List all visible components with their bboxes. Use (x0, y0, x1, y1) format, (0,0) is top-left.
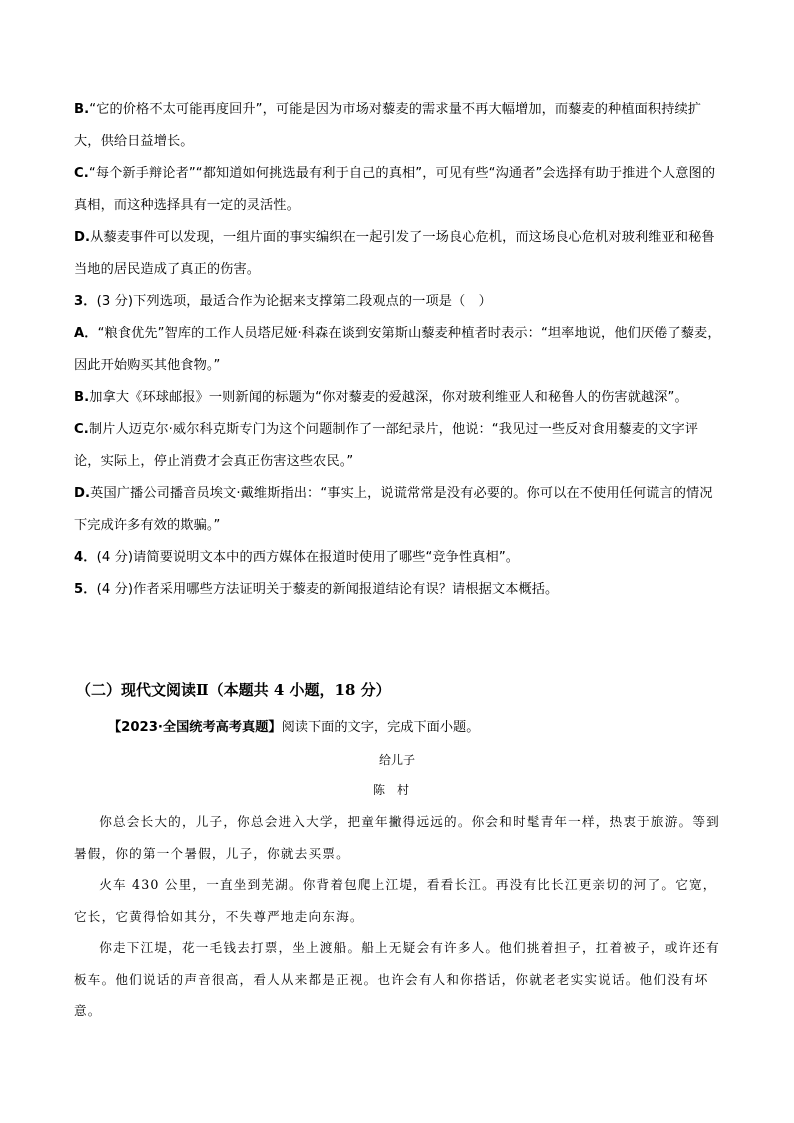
q5 (74, 574, 724, 606)
question-number: 3． (74, 294, 97, 309)
question-score: (4 分) (96, 582, 134, 597)
option-label: B. (74, 390, 90, 405)
q3-stem (74, 286, 724, 318)
section-intro (108, 716, 479, 735)
q3-option-c (74, 414, 724, 477)
question-stem: 下列选项，最适合作为论据来支撑第二段观点的一项是（ ） (133, 294, 492, 309)
poem-title: 给儿子 (378, 753, 415, 767)
option-text: 英国广播公司播音员埃文·戴维斯指出：“事实上，说谎常常是没有必要的。你可以在不使用任何谎言的情况下完成许多有效的欺骗。” (74, 486, 713, 533)
question-stem: 请简要说明文本中的西方媒体在报道时使用了哪些“竞争性真相”。 (133, 550, 520, 565)
q4 (74, 542, 724, 574)
q3-option-b (74, 382, 724, 414)
option-text: 加拿大《环球邮报》一则新闻的标题为“你对藜麦的爱越深，你对玻利维亚人和秘鲁人的伤害就越深”。 (89, 390, 688, 405)
option-label: B. (74, 102, 90, 117)
question-score: (3 分) (96, 294, 134, 309)
q3-option-a (74, 318, 724, 381)
option-text: “它的价格不太可能再度回升”，可能是因为市场对藜麦的需求量不再大幅增加，而藜麦的种植面积持续扩大，供给日益增长。 (74, 102, 702, 149)
question-number: 4． (74, 550, 97, 565)
poem-author: 陈村 (372, 783, 421, 797)
q2-option-d (74, 222, 724, 285)
option-label: C. (74, 166, 89, 181)
option-text: “每个新手辩论者”“都知道如何挑选最有利于自己的真相”，可见有些“沟通者”会选择有助于推进个人意图的真相，而这种选择具有一定的灵活性。 (74, 166, 716, 213)
question-number: 5． (74, 582, 97, 597)
question-stem: 作者采用哪些方法证明关于藜麦的新闻报道结论有误？请根据文本概括。 (133, 582, 559, 597)
q2-option-b (74, 94, 724, 157)
poem-paragraph: 火车 430 公里，一直坐到芜湖。你背着包爬上江堤，看看长江。再没有比长江更亲切的河了。它宽，它长，它黄得恰如其分，不失尊严地走向东海。 (74, 877, 717, 924)
option-text: 从藜麦事件可以发现，一组片面的事实编织在一起引发了一场良心危机，而这场良心危机对玻利维亚和秘鲁当地的居民造成了真正的伤害。 (74, 230, 715, 277)
option-label: D. (74, 486, 91, 501)
option-label: A． (74, 326, 98, 341)
poem-paragraph: 你走下江堤，花一毛钱去打票，坐上渡船。船上无疑会有许多人。他们挑着担子，扛着被子，或许还有板车。他们说话的声音很高，看人从来都是正视。也许会有人和你搭话，你就老老实实说话。他们没有坏意。 (74, 940, 720, 1018)
section-title: （二）现代文阅读Ⅱ（本题共 4 小题，18 分） (76, 681, 391, 699)
source-tag: 【2023·全国统考高考真题】 (108, 720, 282, 735)
intro-text: 阅读下面的文字，完成下面小题。 (281, 720, 480, 735)
q3-option-d (74, 478, 724, 541)
option-label: C. (74, 422, 89, 437)
option-text: 制片人迈克尔·威尔科克斯专门为这个问题制作了一部纪录片，他说：“我见过一些反对食用藜麦的文字评论，实际上，停止消费才会真正伤害这些农民。” (74, 422, 699, 469)
option-text: “粮食优先”智库的工作人员塔尼娅·科森在谈到安第斯山藜麦种植者时表示：“坦率地说，他们厌倦了藜麦，因此开始购买其他食物。” (74, 326, 721, 373)
poem-paragraph: 你总会长大的，儿子，你总会进入大学，把童年撇得远远的。你会和时髦青年一样，热衷于旅游。等到暑假，你的第一个暑假，儿子，你就去买票。 (74, 814, 720, 861)
poem-body (74, 806, 724, 1027)
option-label: D. (74, 230, 91, 245)
question-score: (4 分) (96, 550, 134, 565)
q2-option-c (74, 158, 724, 221)
